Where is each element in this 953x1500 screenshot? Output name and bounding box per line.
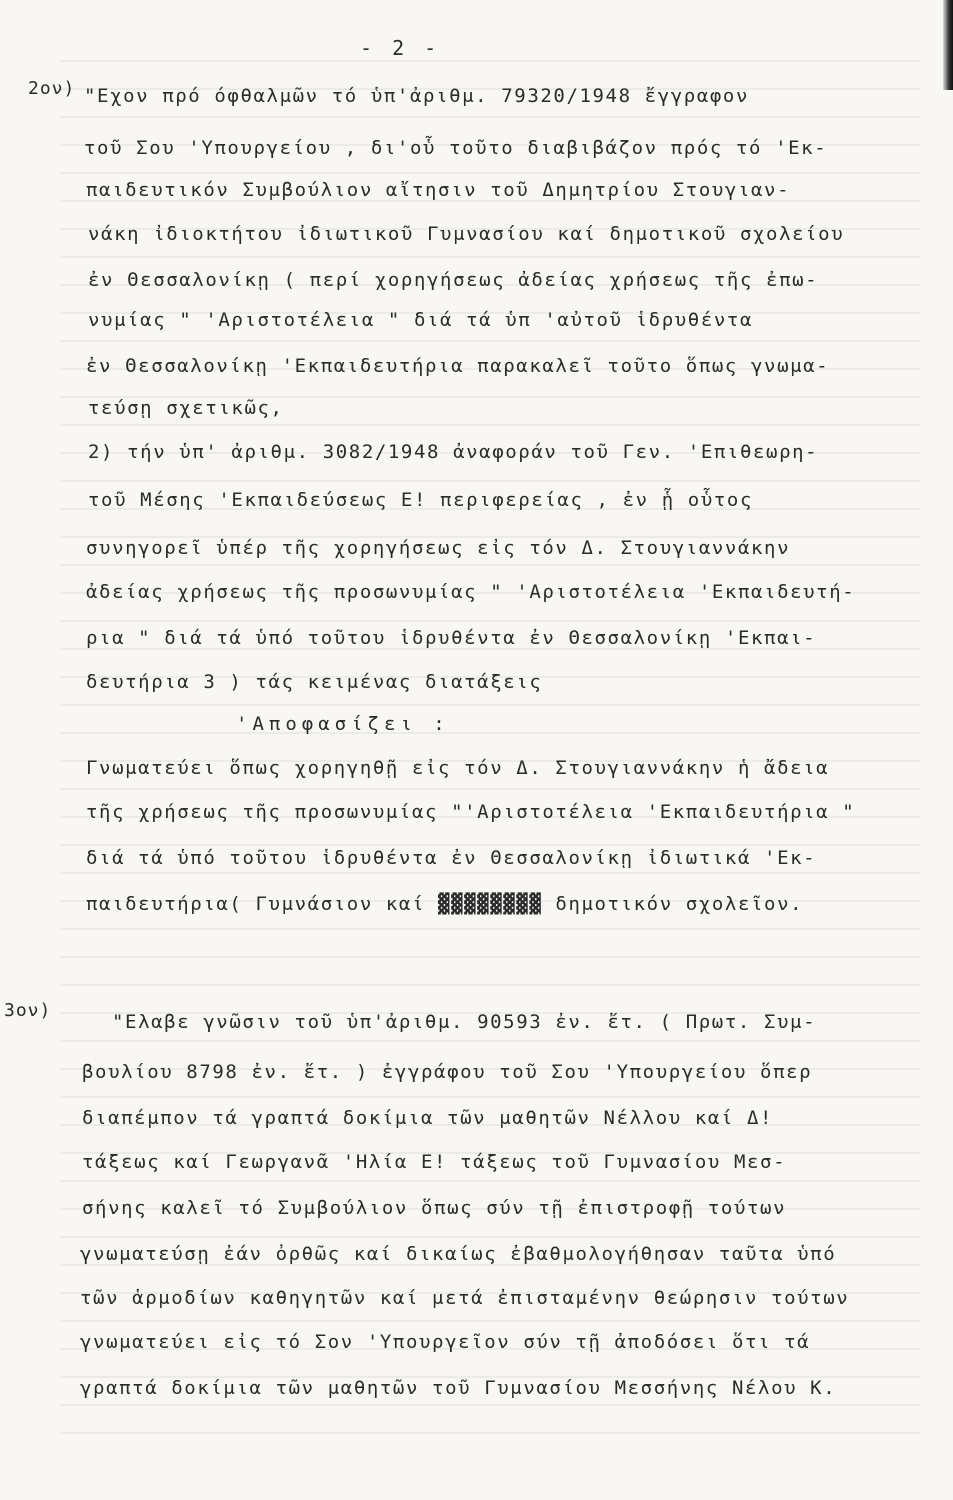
text-line: παιδευτικόν Συμβούλιον αἴτησιν τοῦ Δημητρίου Στουγιαν- <box>86 179 791 201</box>
text-line: γνωματεύσῃ ἐάν ὀρθῶς καί δικαίως ἐβαθμολογήθησαν ταῦτα ὑπό <box>80 1243 837 1265</box>
text-line: γνωματεύει εἰς τό Σον 'Υπουργεῖον σύν τῇ ἀποδόσει ὅτι τά <box>80 1331 811 1353</box>
text-line: δευτήρια 3 ) τάς κειμένας διατάξεις <box>86 671 543 693</box>
text-line: παιδευτήρια( Γυμνάσιον καί ▓▓▓▓▓▓▓▓ δημοτικόν σχολεῖον. <box>86 893 804 915</box>
text-line: ρια " διά τά ὑπό τοῦτου ἱδρυθέντα ἐν Θεσσαλονίκῃ 'Εκπαι- <box>86 627 817 649</box>
decision-heading: 'Αποφασίζει : <box>236 713 450 735</box>
section-label-3: 3ον) <box>4 1000 52 1021</box>
text-line: 2) τήν ὑπ' ἀριθμ. 3082/1948 ἀναφοράν τοῦ Γεν. 'Επιθεωρη- <box>88 441 819 463</box>
text-line: σήνης καλεῖ τό Συμβούλιον ὅπως σύν τῇ ἐπιστροφῇ τούτων <box>82 1197 787 1219</box>
text-line: συνηγορεῖ ὑπέρ τῆς χορηγήσεως εἰς τόν Δ. Στουγιαννάκην <box>86 537 791 559</box>
text-line: νάκη ἰδιοκτήτου ἰδιωτικοῦ Γυμνασίου καί δημοτικοῦ σχολείου <box>88 223 845 245</box>
text-line: τοῦ Σου 'Υπουργείου , δι'οὗ τοῦτο διαβιβάζον πρός τό 'Εκ- <box>84 137 828 159</box>
text-line: Γνωματεύει ὅπως χορηγηθῇ εἰς τόν Δ. Στουγιαννάκην ἡ ἄδεια <box>86 757 830 779</box>
text-line: τεύσῃ σχετικῶς, <box>88 397 284 419</box>
text-line: νυμίας " 'Αριστοτέλεια " διά τά ὑπ 'αὐτοῦ ἱδρυθέντα <box>88 309 753 331</box>
text-line: βουλίου 8798 ἐν. ἔτ. ) ἐγγράφου τοῦ Σου 'Υπουργείου ὅπερ <box>82 1061 813 1083</box>
text-line: τῆς χρήσεως τῆς προσωνυμίας "'Αριστοτέλεια 'Εκπαιδευτήρια " <box>86 801 856 823</box>
text-line: ἐν Θεσσαλονίκῃ 'Εκπαιδευτήρια παρακαλεῖ τοῦτο ὅπως γνωμα- <box>86 355 830 377</box>
text-line: γραπτά δοκίμια τῶν μαθητῶν τοῦ Γυμνασίου Μεσσήνης Νέλου Κ. <box>80 1377 837 1399</box>
text-line: τάξεως καί Γεωργανᾶ 'Ηλία Ε! τάξεως τοῦ Γυμνασίου Μεσ- <box>82 1151 787 1173</box>
scan-edge-mark <box>943 0 953 90</box>
text-line: ἐν Θεσσαλονίκῃ ( περί χορηγήσεως ἀδείας χρήσεως τῆς ἐπω- <box>88 269 819 291</box>
text-line: τῶν ἁρμοδίων καθηγητῶν καί μετά ἐπισταμένην θεώρησιν τούτων <box>80 1287 850 1309</box>
text-line: "Ελαβε γνῶσιν τοῦ ὑπ'ἀριθμ. 90593 ἐν. ἔτ. ( Πρωτ. Συμ- <box>112 1011 817 1033</box>
text-line: ἀδείας χρήσεως τῆς προσωνυμίας " 'Αριστοτέλεια 'Εκπαιδευτή- <box>86 581 856 603</box>
page-number: - 2 - <box>360 36 441 60</box>
text-line: τοῦ Μέσης 'Εκπαιδεύσεως Ε! περιφερείας , ἐν ᾗ οὗτος <box>88 489 753 511</box>
text-line: διά τά ὑπό τοῦτου ἱδρυθέντα ἐν Θεσσαλονίκῃ ἰδιωτικά 'Εκ- <box>86 847 817 869</box>
text-line: διαπέμπον τά γραπτά δοκίμια τῶν μαθητῶν Νέλλου καί Δ! <box>82 1107 774 1129</box>
section-label-2: 2ον) <box>28 78 76 99</box>
bleed-through-texture <box>60 60 920 1440</box>
text-line: "Εχον πρό όφθαλμῶν τό ὑπ'ἀριθμ. 79320/1948 ἔγγραφον <box>84 85 749 107</box>
